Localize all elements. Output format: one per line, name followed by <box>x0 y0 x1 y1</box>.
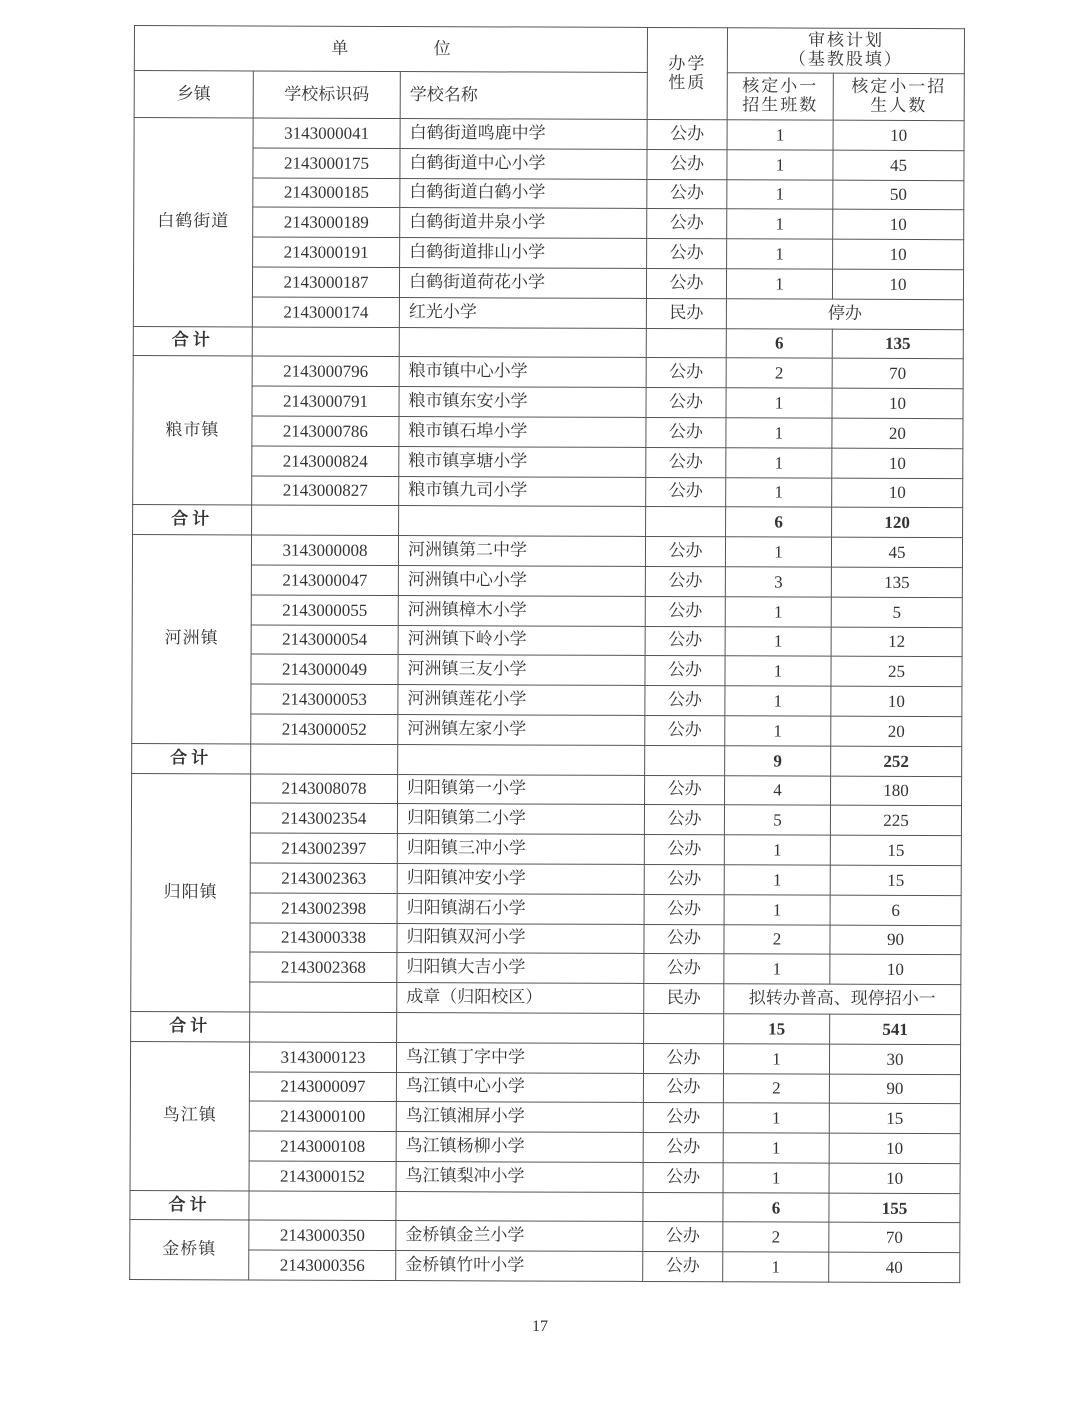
students-cell: 10 <box>832 269 963 299</box>
students-cell: 225 <box>830 806 961 836</box>
students-cell: 10 <box>833 239 964 269</box>
students-cell: 90 <box>830 925 961 955</box>
school-code-cell: 2143000791 <box>252 386 399 416</box>
school-name-cell: 白鹤街道鸣鹿中学 <box>400 119 647 150</box>
header-code: 学校标识码 <box>253 71 400 119</box>
header-school-name: 学校名称 <box>400 72 647 120</box>
students-cell: 15 <box>830 835 961 865</box>
table-row <box>132 535 962 568</box>
school-code-cell: 3143000041 <box>253 118 400 148</box>
students-cell: 135 <box>831 567 962 597</box>
header-unit <box>134 26 647 73</box>
classes-cell: 1 <box>723 1103 829 1133</box>
school-name-cell: 河洲镇中心小学 <box>398 565 645 596</box>
table-row <box>132 594 962 627</box>
students-cell: 10 <box>829 1163 960 1193</box>
empty-cell <box>396 1191 643 1222</box>
school-name-cell: 鸟江镇杨柳小学 <box>396 1132 643 1163</box>
classes-cell: 1 <box>725 626 831 656</box>
school-nature-cell: 公办 <box>643 1222 723 1252</box>
students-cell: 10 <box>832 388 963 418</box>
school-name-cell: 白鹤街道白鹤小学 <box>400 178 647 209</box>
classes-cell: 2 <box>723 1073 829 1103</box>
total-row <box>132 743 962 776</box>
students-cell: 45 <box>833 150 964 180</box>
school-code-cell <box>250 982 397 1012</box>
students-cell: 15 <box>829 1103 960 1133</box>
classes-cell: 1 <box>723 1133 829 1163</box>
total-row <box>133 326 963 359</box>
school-code-cell: 2143000097 <box>249 1071 396 1101</box>
table-row <box>133 296 963 329</box>
table-row <box>131 952 961 985</box>
table-row <box>131 982 961 1015</box>
school-code-cell: 2143002397 <box>250 833 397 863</box>
classes-cell: 1 <box>725 656 831 686</box>
school-name-cell: 鸟江镇梨冲小学 <box>396 1161 643 1192</box>
table-row <box>133 415 963 448</box>
table-row <box>133 445 963 478</box>
table-row <box>130 1041 960 1074</box>
table-row <box>131 922 961 955</box>
students-cell: 50 <box>833 180 964 210</box>
total-students-cell: 155 <box>829 1193 960 1223</box>
empty-cell <box>399 506 646 537</box>
school-name-cell: 粮市镇东安小学 <box>399 387 646 418</box>
classes-cell: 2 <box>723 1222 829 1252</box>
classes-cell: 1 <box>725 537 831 567</box>
school-code-cell: 2143000053 <box>251 684 398 714</box>
school-nature-cell: 公办 <box>644 894 724 924</box>
total-students-cell: 252 <box>831 746 962 776</box>
school-nature-cell: 公办 <box>643 1252 723 1282</box>
school-code-cell: 2143000054 <box>251 625 398 655</box>
school-name-cell: 粮市镇九司小学 <box>399 476 646 507</box>
school-nature-cell: 公办 <box>646 447 726 477</box>
town-cell: 鸟江镇 <box>130 1041 250 1190</box>
school-name-cell: 河洲镇第二中学 <box>398 536 645 567</box>
school-code-cell: 2143000185 <box>253 178 400 208</box>
empty-cell <box>250 1012 397 1042</box>
table-row <box>134 207 964 240</box>
school-code-cell: 2143000786 <box>252 416 399 446</box>
students-cell: 10 <box>833 120 964 150</box>
town-cell: 金桥镇 <box>130 1220 249 1280</box>
header-unit-text: 单 位 <box>331 38 491 59</box>
school-name-cell: 河洲镇樟木小学 <box>398 595 645 626</box>
school-code-cell: 2143000055 <box>251 595 398 625</box>
students-cell: 25 <box>831 657 962 687</box>
students-cell: 12 <box>831 627 962 657</box>
school-nature-cell: 公办 <box>647 239 727 269</box>
school-code-cell: 2143002398 <box>250 893 397 923</box>
total-label-cell: 合计 <box>133 326 252 356</box>
classes-cell: 1 <box>724 835 830 865</box>
total-label-cell: 合计 <box>132 743 251 773</box>
classes-cell: 1 <box>723 1163 829 1193</box>
school-name-cell: 归阳镇冲安小学 <box>397 863 644 894</box>
total-row <box>130 1190 960 1223</box>
empty-cell <box>645 745 725 775</box>
school-name-cell: 河洲镇左家小学 <box>398 714 645 745</box>
students-cell: 40 <box>829 1252 960 1282</box>
school-code-cell: 2143002354 <box>250 803 397 833</box>
school-nature-cell: 公办 <box>645 626 725 656</box>
school-nature-cell: 公办 <box>644 864 724 894</box>
school-code-cell: 2143000796 <box>252 356 399 386</box>
students-cell: 45 <box>831 537 962 567</box>
table-row <box>132 654 962 687</box>
school-nature-cell: 公办 <box>646 388 726 418</box>
students-cell: 5 <box>831 597 962 627</box>
table-row <box>134 147 964 180</box>
school-name-cell: 金桥镇金兰小学 <box>396 1221 643 1252</box>
table-row <box>130 1250 960 1283</box>
students-cell: 20 <box>832 418 963 448</box>
total-row <box>131 1011 961 1044</box>
school-nature-cell: 公办 <box>645 656 725 686</box>
school-name-cell: 河洲镇三友小学 <box>398 655 645 686</box>
school-nature-cell: 公办 <box>644 954 724 984</box>
classes-cell: 1 <box>723 1043 829 1073</box>
school-code-cell: 2143000175 <box>253 148 400 178</box>
school-nature-cell: 公办 <box>645 537 725 567</box>
school-code-cell: 2143000174 <box>252 297 399 327</box>
students-cell: 10 <box>833 210 964 240</box>
school-nature-cell: 公办 <box>647 209 727 239</box>
total-classes-cell: 6 <box>726 328 832 358</box>
school-name-cell: 河洲镇莲花小学 <box>398 685 645 716</box>
classes-cell: 1 <box>725 686 831 716</box>
total-classes-cell: 6 <box>723 1192 829 1222</box>
total-students-cell: 135 <box>832 329 963 359</box>
students-cell: 70 <box>829 1223 960 1253</box>
school-name-cell: 鸟江镇中心小学 <box>396 1072 643 1103</box>
town-cell: 归阳镇 <box>131 773 251 1012</box>
students-cell: 90 <box>829 1074 960 1104</box>
table-row <box>132 713 962 746</box>
table-row <box>131 833 961 866</box>
classes-cell: 1 <box>725 716 831 746</box>
school-nature-cell: 公办 <box>645 775 725 805</box>
school-nature-cell: 公办 <box>647 119 727 149</box>
school-name-cell: 归阳镇三冲小学 <box>397 834 644 865</box>
school-nature-cell: 公办 <box>647 149 727 179</box>
table-row <box>130 1160 960 1193</box>
empty-cell <box>644 1013 724 1043</box>
classes-cell: 1 <box>727 239 833 269</box>
school-note-cell: 拟转办普高、现停招小一 <box>724 984 961 1015</box>
empty-cell <box>249 1191 396 1221</box>
school-nature-cell: 公办 <box>643 1073 723 1103</box>
school-nature-cell: 公办 <box>643 1162 723 1192</box>
classes-cell: 1 <box>727 179 833 209</box>
table-row <box>131 862 961 895</box>
classes-cell: 5 <box>724 805 830 835</box>
classes-cell: 2 <box>724 924 830 954</box>
school-name-cell: 鸟江镇丁字中学 <box>396 1042 643 1073</box>
empty-cell <box>252 327 399 357</box>
empty-cell <box>646 507 726 537</box>
header-plan: 审核计划 （基教股填） <box>727 28 964 74</box>
table-body <box>130 26 965 1283</box>
school-name-cell: 归阳镇湖石小学 <box>397 893 644 924</box>
school-name-cell: 粮市镇石埠小学 <box>399 416 646 447</box>
school-nature-cell: 公办 <box>646 268 726 298</box>
school-name-cell: 红光小学 <box>399 297 646 328</box>
school-name-cell: 金桥镇竹叶小学 <box>396 1251 643 1282</box>
table-row <box>130 1071 960 1104</box>
school-nature-cell: 公办 <box>645 686 725 716</box>
school-code-cell: 2143000824 <box>252 446 399 476</box>
school-name-cell: 粮市镇享塘小学 <box>399 446 646 477</box>
empty-cell <box>397 1012 644 1043</box>
town-cell: 河洲镇 <box>132 535 252 744</box>
school-name-cell: 成章（归阳校区） <box>397 983 644 1014</box>
total-classes-cell: 6 <box>726 507 832 537</box>
header-students: 核定小一招 生人数 <box>833 73 964 121</box>
classes-cell: 1 <box>724 954 830 984</box>
school-code-cell: 2143000047 <box>251 565 398 595</box>
table-row <box>133 356 963 389</box>
school-name-cell: 河洲镇下岭小学 <box>398 625 645 656</box>
classes-cell: 1 <box>726 269 832 299</box>
classes-cell: 4 <box>725 775 831 805</box>
classes-cell: 1 <box>723 1252 829 1282</box>
students-cell: 10 <box>830 954 961 984</box>
school-code-cell: 2143000052 <box>251 714 398 744</box>
students-cell: 6 <box>830 895 961 925</box>
page-number: 17 <box>532 1318 548 1335</box>
header-town: 乡镇 <box>134 71 253 118</box>
header-row-2 <box>134 71 964 121</box>
table-row <box>130 1101 960 1134</box>
classes-cell: 1 <box>726 388 832 418</box>
school-nature-cell: 公办 <box>643 1133 723 1163</box>
students-cell: 180 <box>831 776 962 806</box>
table-row <box>130 1131 960 1164</box>
table-row <box>133 266 963 299</box>
header-nature: 办学 性质 <box>647 27 727 119</box>
table-row <box>131 892 961 925</box>
school-name-cell: 鸟江镇湘屏小学 <box>396 1102 643 1133</box>
school-name-cell: 归阳镇大吉小学 <box>397 953 644 984</box>
empty-cell <box>398 744 645 775</box>
school-name-cell: 归阳镇双河小学 <box>397 923 644 954</box>
students-cell: 10 <box>831 686 962 716</box>
school-nature-cell: 公办 <box>643 1043 723 1073</box>
table-row <box>131 803 961 836</box>
header-row-1 <box>134 26 964 74</box>
school-nature-cell: 公办 <box>645 566 725 596</box>
school-code-cell: 2143000191 <box>253 237 400 267</box>
classes-cell: 3 <box>725 567 831 597</box>
total-classes-cell: 15 <box>724 1014 830 1044</box>
students-cell: 10 <box>832 448 963 478</box>
table-row <box>132 773 962 806</box>
school-nature-cell: 公办 <box>646 477 726 507</box>
table-row <box>132 684 962 717</box>
school-nature-cell: 公办 <box>645 715 725 745</box>
school-name-cell: 白鹤街道排山小学 <box>400 238 647 269</box>
school-nature-cell: 民办 <box>646 298 726 328</box>
school-code-cell: 2143000108 <box>249 1131 396 1161</box>
classes-cell: 1 <box>725 597 831 627</box>
school-code-cell: 3143000123 <box>249 1042 396 1072</box>
students-cell: 10 <box>829 1133 960 1163</box>
school-code-cell: 2143000827 <box>252 476 399 506</box>
classes-cell: 1 <box>727 209 833 239</box>
school-nature-cell: 公办 <box>646 358 726 388</box>
school-code-cell: 2143000356 <box>249 1250 396 1280</box>
school-code-cell: 2143002363 <box>250 863 397 893</box>
students-cell: 30 <box>829 1044 960 1074</box>
school-name-cell: 归阳镇第一小学 <box>398 774 645 805</box>
school-name-cell: 白鹤街道井泉小学 <box>400 208 647 239</box>
table-row <box>134 118 964 151</box>
school-nature-cell: 公办 <box>643 1103 723 1133</box>
total-label-cell: 合计 <box>133 505 252 535</box>
table-row <box>133 475 963 508</box>
school-name-cell: 白鹤街道中心小学 <box>400 148 647 179</box>
table-row <box>133 386 963 419</box>
table-row <box>132 564 962 597</box>
classes-cell: 1 <box>724 894 830 924</box>
classes-cell: 1 <box>726 477 832 507</box>
school-nature-cell: 公办 <box>647 179 727 209</box>
school-name-cell: 归阳镇第二小学 <box>397 804 644 835</box>
table-row <box>130 1220 960 1253</box>
students-cell: 70 <box>832 359 963 389</box>
school-code-cell: 3143000008 <box>251 535 398 565</box>
empty-cell <box>252 505 399 535</box>
school-code-cell: 2143000338 <box>250 922 397 952</box>
table-row <box>132 624 962 657</box>
school-nature-cell: 公办 <box>644 805 724 835</box>
empty-cell <box>643 1192 723 1222</box>
school-nature-cell: 公办 <box>644 835 724 865</box>
enrollment-plan-table <box>129 25 965 1283</box>
school-code-cell: 2143002368 <box>250 952 397 982</box>
school-note-cell: 停办 <box>726 299 963 330</box>
header-classes: 核定小一 招生班数 <box>727 73 833 120</box>
classes-cell: 2 <box>726 358 832 388</box>
students-cell: 20 <box>831 716 962 746</box>
town-cell: 粮市镇 <box>133 356 253 505</box>
school-code-cell: 2143000187 <box>252 267 399 297</box>
empty-cell <box>399 327 646 358</box>
school-code-cell: 2143000152 <box>249 1161 396 1191</box>
classes-cell: 1 <box>727 120 833 150</box>
empty-cell <box>251 744 398 774</box>
students-cell: 10 <box>832 478 963 508</box>
classes-cell: 1 <box>727 150 833 180</box>
total-label-cell: 合计 <box>131 1011 250 1041</box>
school-name-cell: 粮市镇中心小学 <box>399 357 646 388</box>
table-row <box>134 237 964 270</box>
school-nature-cell: 公办 <box>645 596 725 626</box>
total-label-cell: 合计 <box>130 1190 249 1220</box>
school-code-cell: 2143000100 <box>249 1101 396 1131</box>
school-nature-cell: 公办 <box>646 417 726 447</box>
table-row <box>134 177 964 210</box>
school-code-cell: 2143000350 <box>249 1220 396 1250</box>
students-cell: 15 <box>830 865 961 895</box>
classes-cell: 1 <box>726 448 832 478</box>
school-code-cell: 2143000049 <box>251 654 398 684</box>
classes-cell: 1 <box>726 418 832 448</box>
total-students-cell: 541 <box>830 1014 961 1044</box>
total-row <box>133 505 963 538</box>
classes-cell: 1 <box>724 865 830 895</box>
school-nature-cell: 民办 <box>644 984 724 1014</box>
total-students-cell: 120 <box>832 508 963 538</box>
school-code-cell: 2143008078 <box>251 773 398 803</box>
town-cell: 白鹤街道 <box>133 118 253 327</box>
empty-cell <box>646 328 726 358</box>
school-nature-cell: 公办 <box>644 924 724 954</box>
school-name-cell: 白鹤街道荷花小学 <box>399 268 646 299</box>
school-code-cell: 2143000189 <box>253 207 400 237</box>
total-classes-cell: 9 <box>725 746 831 776</box>
